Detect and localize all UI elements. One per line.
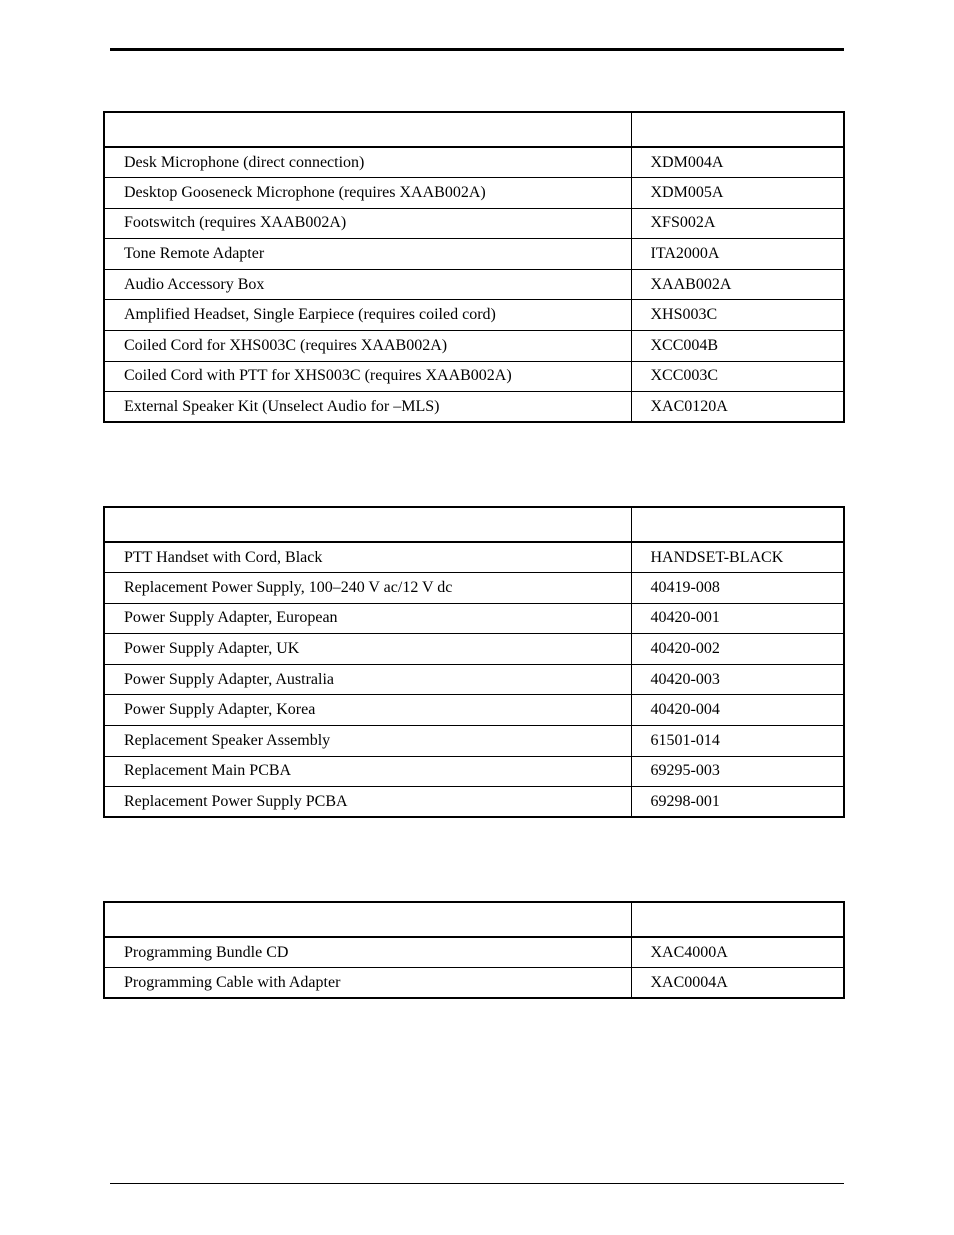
item-description: Audio Accessory Box xyxy=(104,269,631,300)
part-number: 61501-014 xyxy=(631,726,844,757)
description-header xyxy=(104,112,631,147)
item-description: Desk Microphone (direct connection) xyxy=(104,147,631,178)
footer-rule xyxy=(110,1183,844,1184)
description-header xyxy=(104,902,631,937)
table-row xyxy=(104,147,844,178)
table-header-row xyxy=(104,902,844,937)
part-number: XHS003C xyxy=(631,300,844,331)
part-number: XDM005A xyxy=(631,178,844,209)
table-row xyxy=(104,573,844,604)
part-number: XCC004B xyxy=(631,331,844,362)
table-row xyxy=(104,968,844,999)
table-row xyxy=(104,664,844,695)
item-description: Power Supply Adapter, European xyxy=(104,603,631,634)
table-row xyxy=(104,361,844,392)
part-number: 40420-001 xyxy=(631,603,844,634)
item-description: Replacement Power Supply, 100–240 V ac/12 V dc xyxy=(104,573,631,604)
programming-table xyxy=(103,901,845,999)
table-row xyxy=(104,756,844,787)
table-row xyxy=(104,787,844,818)
table-header-row xyxy=(104,507,844,542)
table-row xyxy=(104,695,844,726)
item-description: Power Supply Adapter, Korea xyxy=(104,695,631,726)
item-description: Coiled Cord with PTT for XHS003C (requires XAAB002A) xyxy=(104,361,631,392)
part-number: XAC0120A xyxy=(631,392,844,423)
part-number: 40420-002 xyxy=(631,634,844,665)
part-number: XAC4000A xyxy=(631,937,844,968)
item-description: Replacement Main PCBA xyxy=(104,756,631,787)
table-row xyxy=(104,634,844,665)
table-row xyxy=(104,331,844,362)
part-number: XFS002A xyxy=(631,208,844,239)
table-row xyxy=(104,300,844,331)
item-description: Coiled Cord for XHS003C (requires XAAB002A) xyxy=(104,331,631,362)
table-row xyxy=(104,392,844,423)
part-number: HANDSET-BLACK xyxy=(631,542,844,573)
table-header-row xyxy=(104,112,844,147)
part-number: 69295-003 xyxy=(631,756,844,787)
part-number: 40420-004 xyxy=(631,695,844,726)
item-description: Programming Cable with Adapter xyxy=(104,968,631,999)
part-number: 69298-001 xyxy=(631,787,844,818)
part-number: XAAB002A xyxy=(631,269,844,300)
accessories-table xyxy=(103,111,845,423)
replacement-parts-table xyxy=(103,506,845,818)
part-number: 40420-003 xyxy=(631,664,844,695)
part-number: ITA2000A xyxy=(631,239,844,270)
part-number: XCC003C xyxy=(631,361,844,392)
table-row xyxy=(104,542,844,573)
part-number: XDM004A xyxy=(631,147,844,178)
part-number-header xyxy=(631,112,844,147)
table-row xyxy=(104,726,844,757)
table-row xyxy=(104,937,844,968)
table-row xyxy=(104,208,844,239)
header-rule xyxy=(110,48,844,51)
item-description: Power Supply Adapter, Australia xyxy=(104,664,631,695)
item-description: External Speaker Kit (Unselect Audio for –MLS) xyxy=(104,392,631,423)
part-number: XAC0004A xyxy=(631,968,844,999)
description-header xyxy=(104,507,631,542)
item-description: Programming Bundle CD xyxy=(104,937,631,968)
part-number-header xyxy=(631,902,844,937)
table-row xyxy=(104,178,844,209)
item-description: Amplified Headset, Single Earpiece (requires coiled cord) xyxy=(104,300,631,331)
part-number: 40419-008 xyxy=(631,573,844,604)
item-description: PTT Handset with Cord, Black xyxy=(104,542,631,573)
table-row xyxy=(104,603,844,634)
item-description: Replacement Speaker Assembly xyxy=(104,726,631,757)
item-description: Power Supply Adapter, UK xyxy=(104,634,631,665)
table-row xyxy=(104,269,844,300)
item-description: Desktop Gooseneck Microphone (requires XAAB002A) xyxy=(104,178,631,209)
item-description: Tone Remote Adapter xyxy=(104,239,631,270)
part-number-header xyxy=(631,507,844,542)
table-row xyxy=(104,239,844,270)
item-description: Replacement Power Supply PCBA xyxy=(104,787,631,818)
item-description: Footswitch (requires XAAB002A) xyxy=(104,208,631,239)
